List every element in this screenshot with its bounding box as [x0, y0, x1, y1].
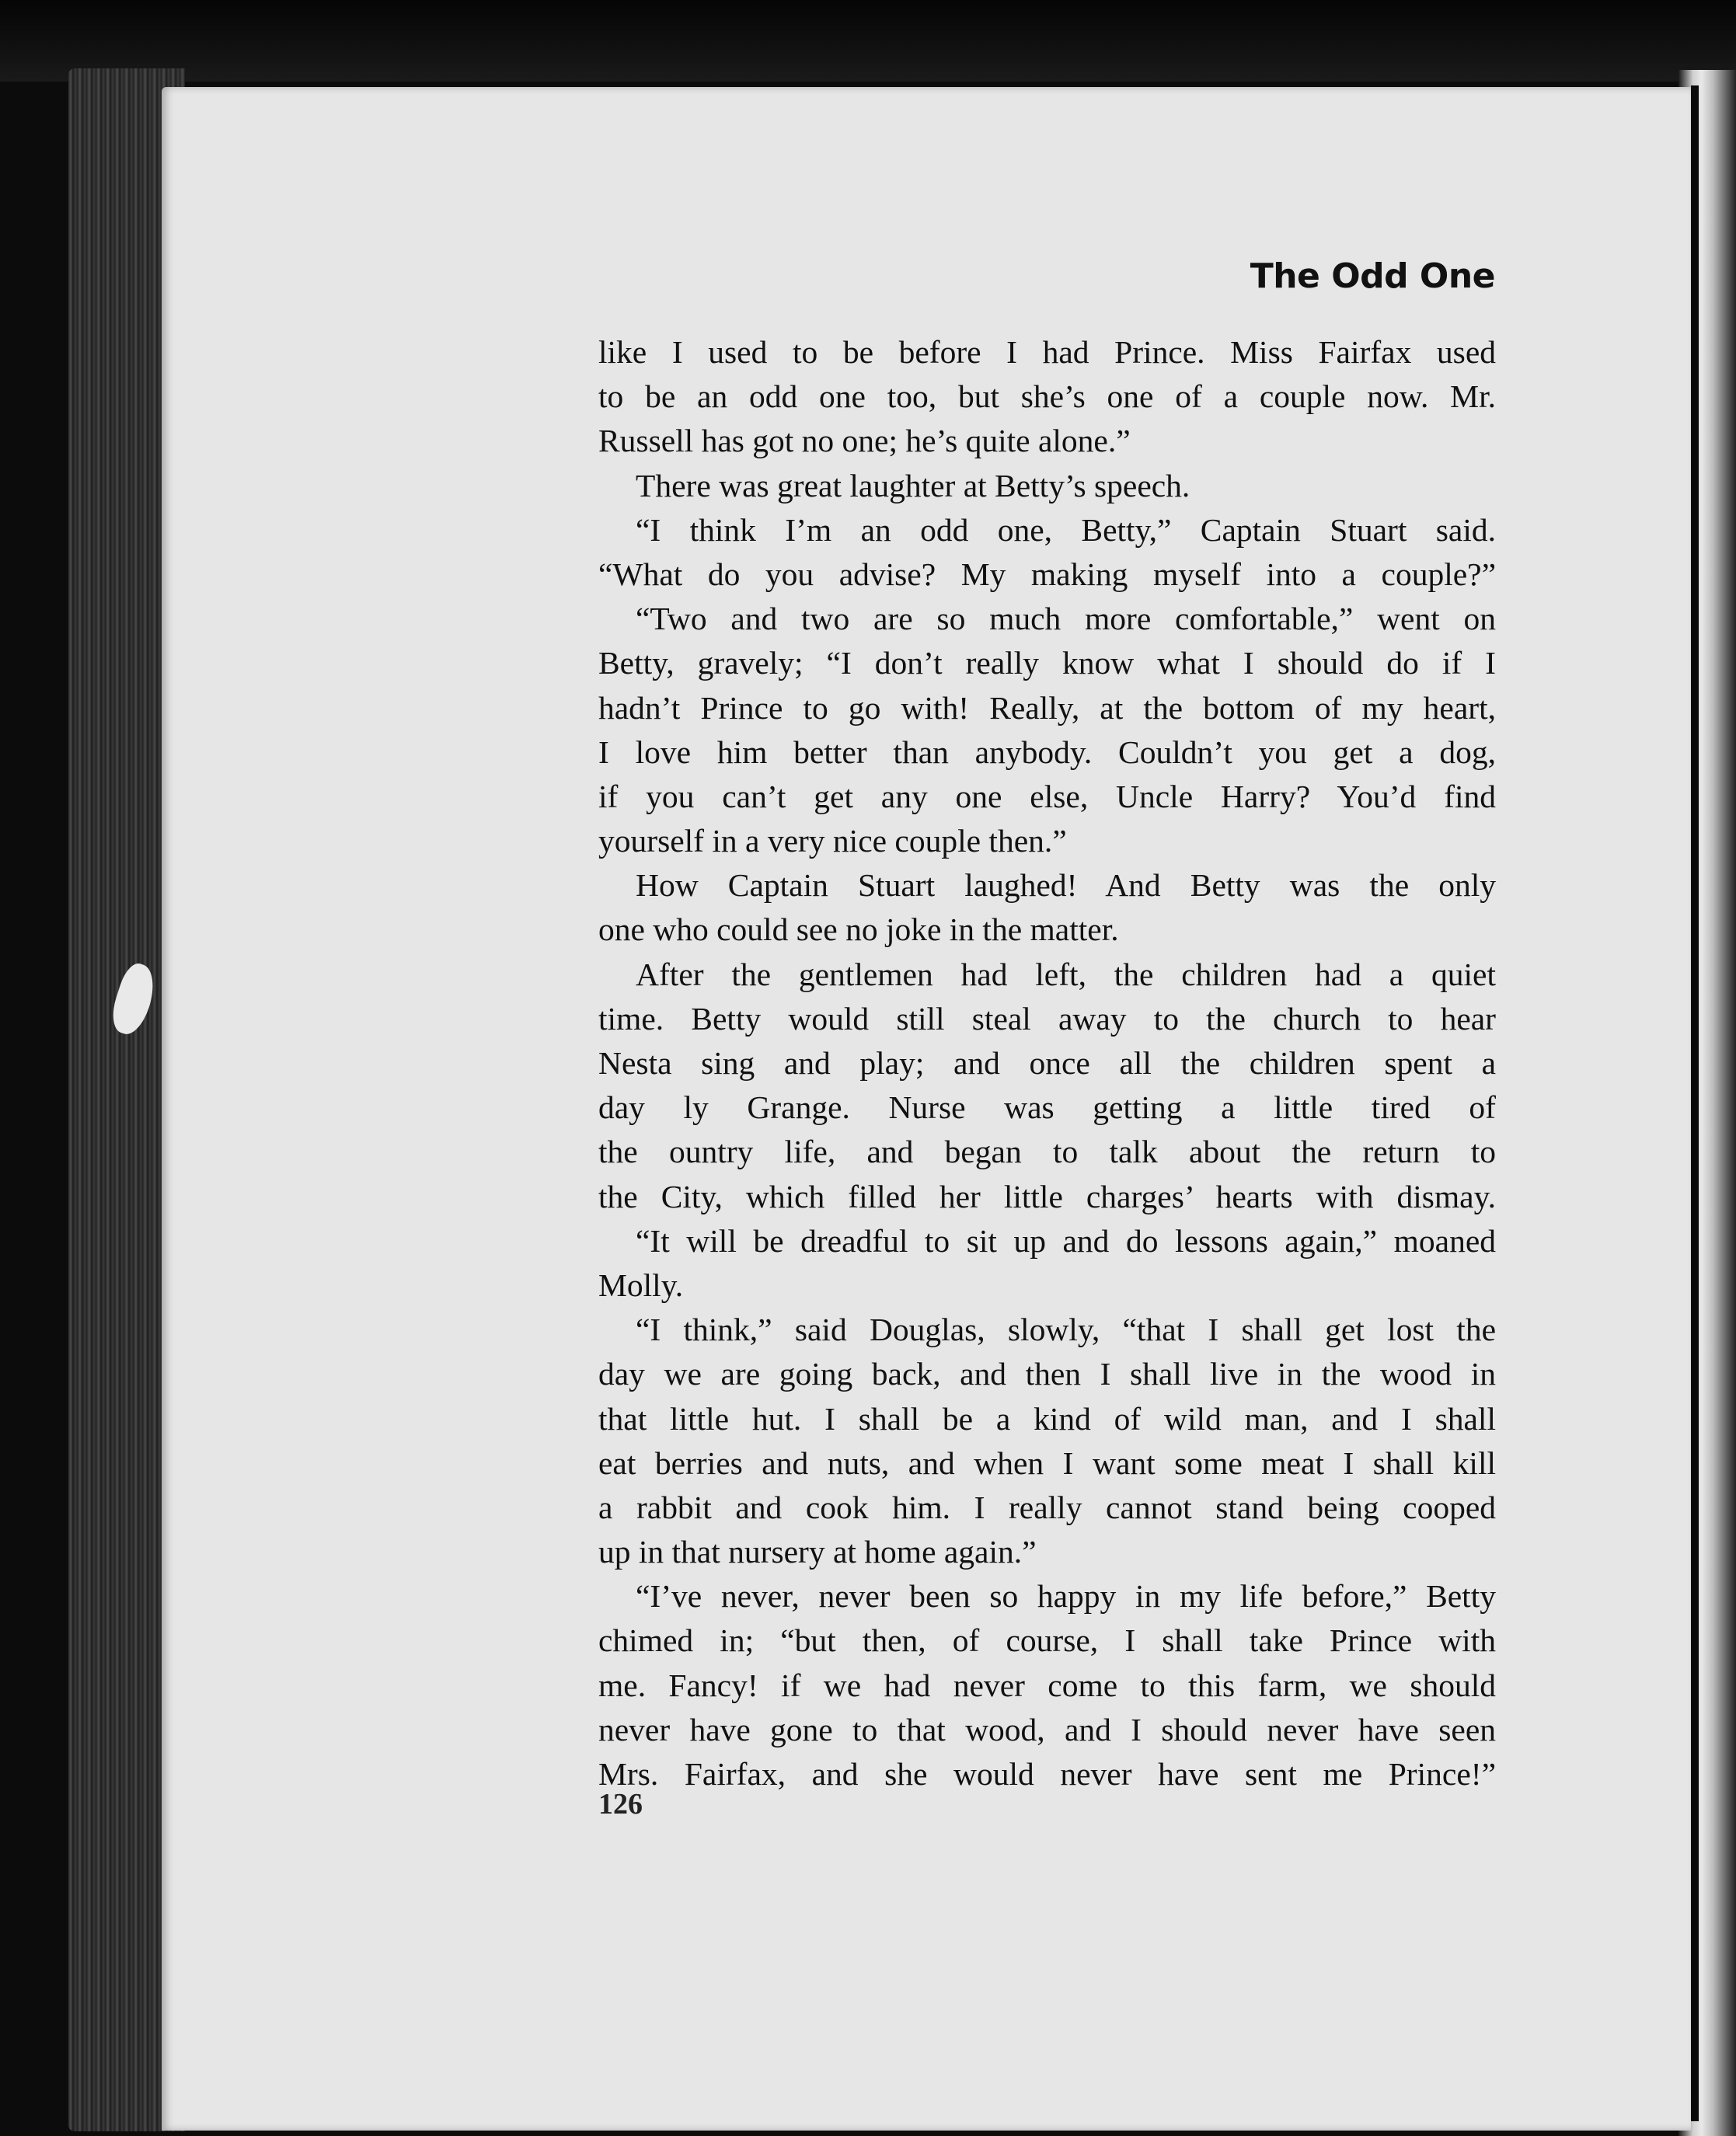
text-line: “I think,” said Douglas, slowly, “that I shall get lost the — [636, 1312, 1496, 1348]
text-line: up in that nursery at home again.” — [598, 1534, 1037, 1570]
scan-background — [0, 0, 1736, 82]
text-line: that little hut. I shall be a kind of wild man, and I shall — [598, 1400, 1496, 1437]
text-line: chimed in; “but then, of course, I shall take Prince with — [598, 1622, 1496, 1659]
text-line: never have gone to that wood, and I should never have seen — [598, 1711, 1496, 1747]
text-line: one who could see no joke in the matter. — [598, 911, 1119, 948]
text-line: There was great laughter at Betty’s speech. — [636, 467, 1190, 504]
page-number: 126 — [598, 1788, 643, 1821]
body-text — [598, 330, 1496, 1796]
text-line: day ly Grange. Nurse was getting a little tired of — [598, 1089, 1496, 1126]
page-gutter-shadow — [1691, 85, 1699, 2121]
text-line: time. Betty would still steal away to the church to hear — [598, 1000, 1496, 1037]
text-line: to be an odd one too, but she’s one of a couple now. Mr. — [598, 378, 1496, 415]
text-line: “It will be dreadful to sit up and do lessons again,” moaned — [636, 1222, 1496, 1259]
text-line: How Captain Stuart laughed! And Betty was the only — [636, 867, 1496, 904]
text-line: Molly. — [598, 1267, 684, 1303]
text-line: me. Fancy! if we had never come to this farm, we should — [598, 1667, 1496, 1703]
text-line: like I used to be before I had Prince. Miss Fairfax used — [598, 334, 1496, 370]
text-line: After the gentlemen had left, the children had a quiet — [636, 956, 1496, 992]
text-line: Nesta sing and play; and once all the children spent a — [598, 1045, 1496, 1081]
text-line: I love him better than anybody. Couldn’t you get a dog, — [598, 733, 1496, 770]
text-line: Betty, gravely; “I don’t really know what I should do if I — [598, 645, 1496, 681]
text-line: Mrs. Fairfax, and she would never have sent me Prince!” — [598, 1756, 1496, 1792]
text-line: “I’ve never, never been so happy in my life before,” Betty — [636, 1578, 1496, 1615]
text-line: “I think I’m an odd one, Betty,” Captain Stuart said. — [636, 511, 1496, 548]
text-line: the City, which filled her little charges’ hearts with dismay. — [598, 1178, 1496, 1214]
running-head: The Odd One — [1250, 256, 1495, 296]
text-line: “Two and two are so much more comfortable,” went on — [636, 601, 1496, 637]
text-line: if you can’t get any one else, Uncle Harry? You’d find — [598, 778, 1496, 814]
text-line: “What do you advise? My making myself into a couple?” — [598, 556, 1496, 592]
text-line: hadn’t Prince to go with! Really, at the bottom of my heart, — [598, 689, 1496, 726]
text-line: yourself in a very nice couple then.” — [598, 823, 1067, 859]
text-line: a rabbit and cook him. I really cannot stand being cooped — [598, 1489, 1496, 1525]
text-line: day we are going back, and then I shall live in the wood in — [598, 1356, 1496, 1392]
text-line: Russell has got no one; he’s quite alone.” — [598, 423, 1131, 459]
text-line: eat berries and nuts, and when I want some meat I shall kill — [598, 1444, 1496, 1481]
text-line: the ountry life, and began to talk about the return to — [598, 1134, 1496, 1170]
